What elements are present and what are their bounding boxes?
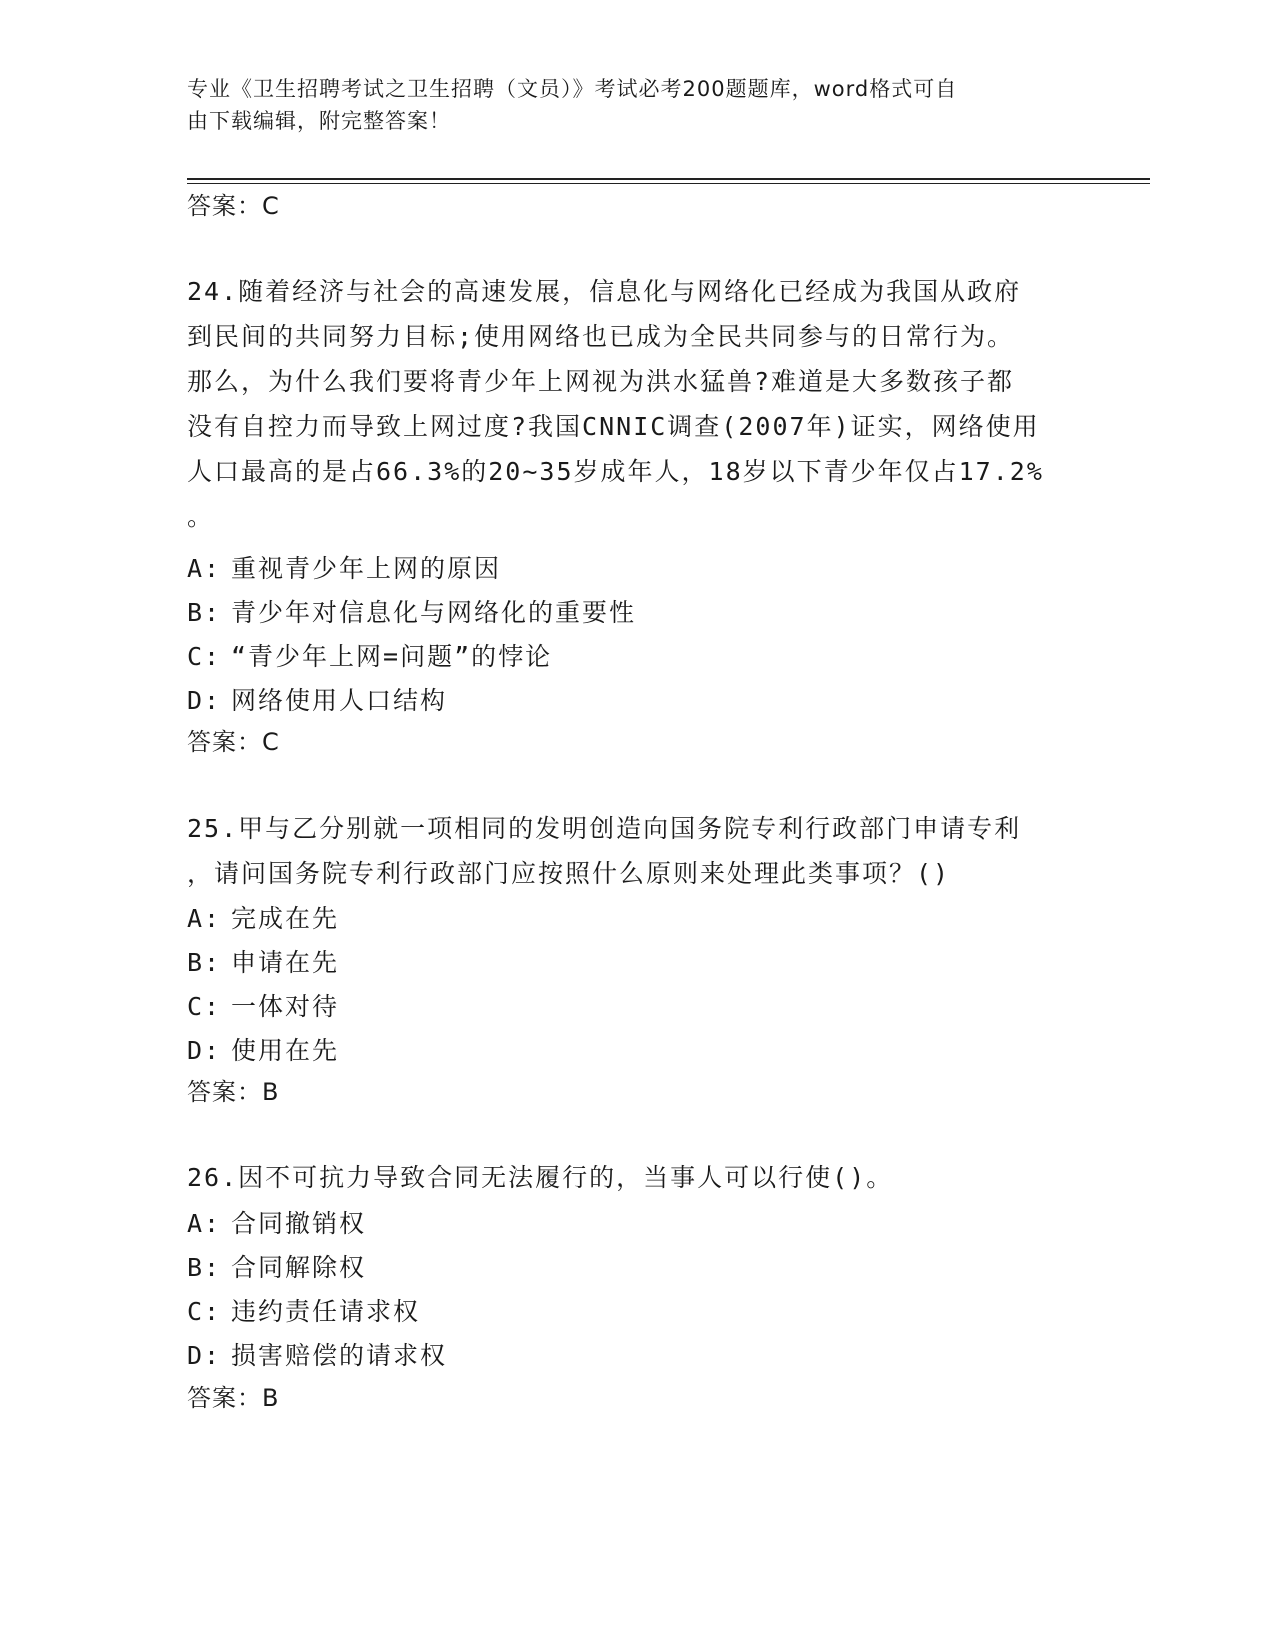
option-text: 一体对待 xyxy=(231,992,340,1021)
q25-option-a xyxy=(187,903,339,935)
answer-24: 答案：C xyxy=(187,728,280,756)
question-line: ，请问国务院专利行政部门应按照什么原则来处理此类事项？() xyxy=(187,859,951,888)
q26-option-b xyxy=(187,1252,366,1284)
q25-option-d xyxy=(187,1035,339,1067)
question-line: 人口最高的是占66.3%的20~35岁成年人，18岁以下青少年仅占17.2% xyxy=(187,457,1044,486)
option-key: D: xyxy=(187,1036,222,1065)
q24-option-a xyxy=(187,553,501,585)
option-key: B: xyxy=(187,948,222,977)
answer-23: 答案：C xyxy=(187,192,280,220)
q25-option-c xyxy=(187,991,339,1023)
option-key: A: xyxy=(187,554,222,583)
option-text: “青少年上网=问题”的悖论 xyxy=(231,642,553,671)
header-line-2: 由下载编辑，附完整答案！ xyxy=(187,109,451,133)
option-text: 使用在先 xyxy=(231,1036,340,1065)
question-25-text xyxy=(187,806,1087,896)
question-24-text xyxy=(187,269,1087,539)
option-text: 损害赔偿的请求权 xyxy=(231,1341,448,1370)
q24-option-d xyxy=(187,685,447,717)
answer-26: 答案：B xyxy=(187,1384,280,1412)
option-text: 完成在先 xyxy=(231,904,340,933)
document-header xyxy=(187,73,1067,137)
option-key: C: xyxy=(187,1297,222,1326)
question-line: 没有自控力而导致上网过度?我国CNNIC调查(2007年)证实，网络使用 xyxy=(187,412,1040,441)
question-line: 。 xyxy=(187,502,215,531)
q26-option-d xyxy=(187,1340,447,1372)
option-key: D: xyxy=(187,686,222,715)
q24-option-c xyxy=(187,641,552,673)
option-text: 网络使用人口结构 xyxy=(231,686,448,715)
q26-option-c xyxy=(187,1296,420,1328)
q25-option-b xyxy=(187,947,339,979)
header-line-1: 专业《卫生招聘考试之卫生招聘（文员）》考试必考200题题库，word格式可自 xyxy=(187,77,958,101)
question-line: 那么，为什么我们要将青少年上网视为洪水猛兽?难道是大多数孩子都 xyxy=(187,367,1015,396)
question-line: 到民间的共同努力目标;使用网络也已成为全民共同参与的日常行为。 xyxy=(187,322,1015,351)
question-26-text xyxy=(187,1155,1087,1200)
header-divider-thick xyxy=(187,178,1150,180)
answer-25: 答案：B xyxy=(187,1078,280,1106)
option-text: 青少年对信息化与网络化的重要性 xyxy=(231,598,637,627)
header-divider-thin xyxy=(187,183,1150,184)
option-key: C: xyxy=(187,642,222,671)
option-key: B: xyxy=(187,598,222,627)
option-text: 合同解除权 xyxy=(231,1253,367,1282)
option-key: D: xyxy=(187,1341,222,1370)
option-text: 合同撤销权 xyxy=(231,1209,367,1238)
question-line: 24.随着经济与社会的高速发展，信息化与网络化已经成为我国从政府 xyxy=(187,277,1022,306)
option-text: 违约责任请求权 xyxy=(231,1297,421,1326)
question-line: 26.因不可抗力导致合同无法履行的，当事人可以行使()。 xyxy=(187,1163,894,1192)
q24-option-b xyxy=(187,597,636,629)
question-line: 25.甲与乙分别就一项相同的发明创造向国务院专利行政部门申请专利 xyxy=(187,814,1022,843)
q26-option-a xyxy=(187,1208,366,1240)
option-key: A: xyxy=(187,1209,222,1238)
option-key: A: xyxy=(187,904,222,933)
option-key: C: xyxy=(187,992,222,1021)
option-text: 申请在先 xyxy=(231,948,340,977)
option-text: 重视青少年上网的原因 xyxy=(231,554,502,583)
option-key: B: xyxy=(187,1253,222,1282)
